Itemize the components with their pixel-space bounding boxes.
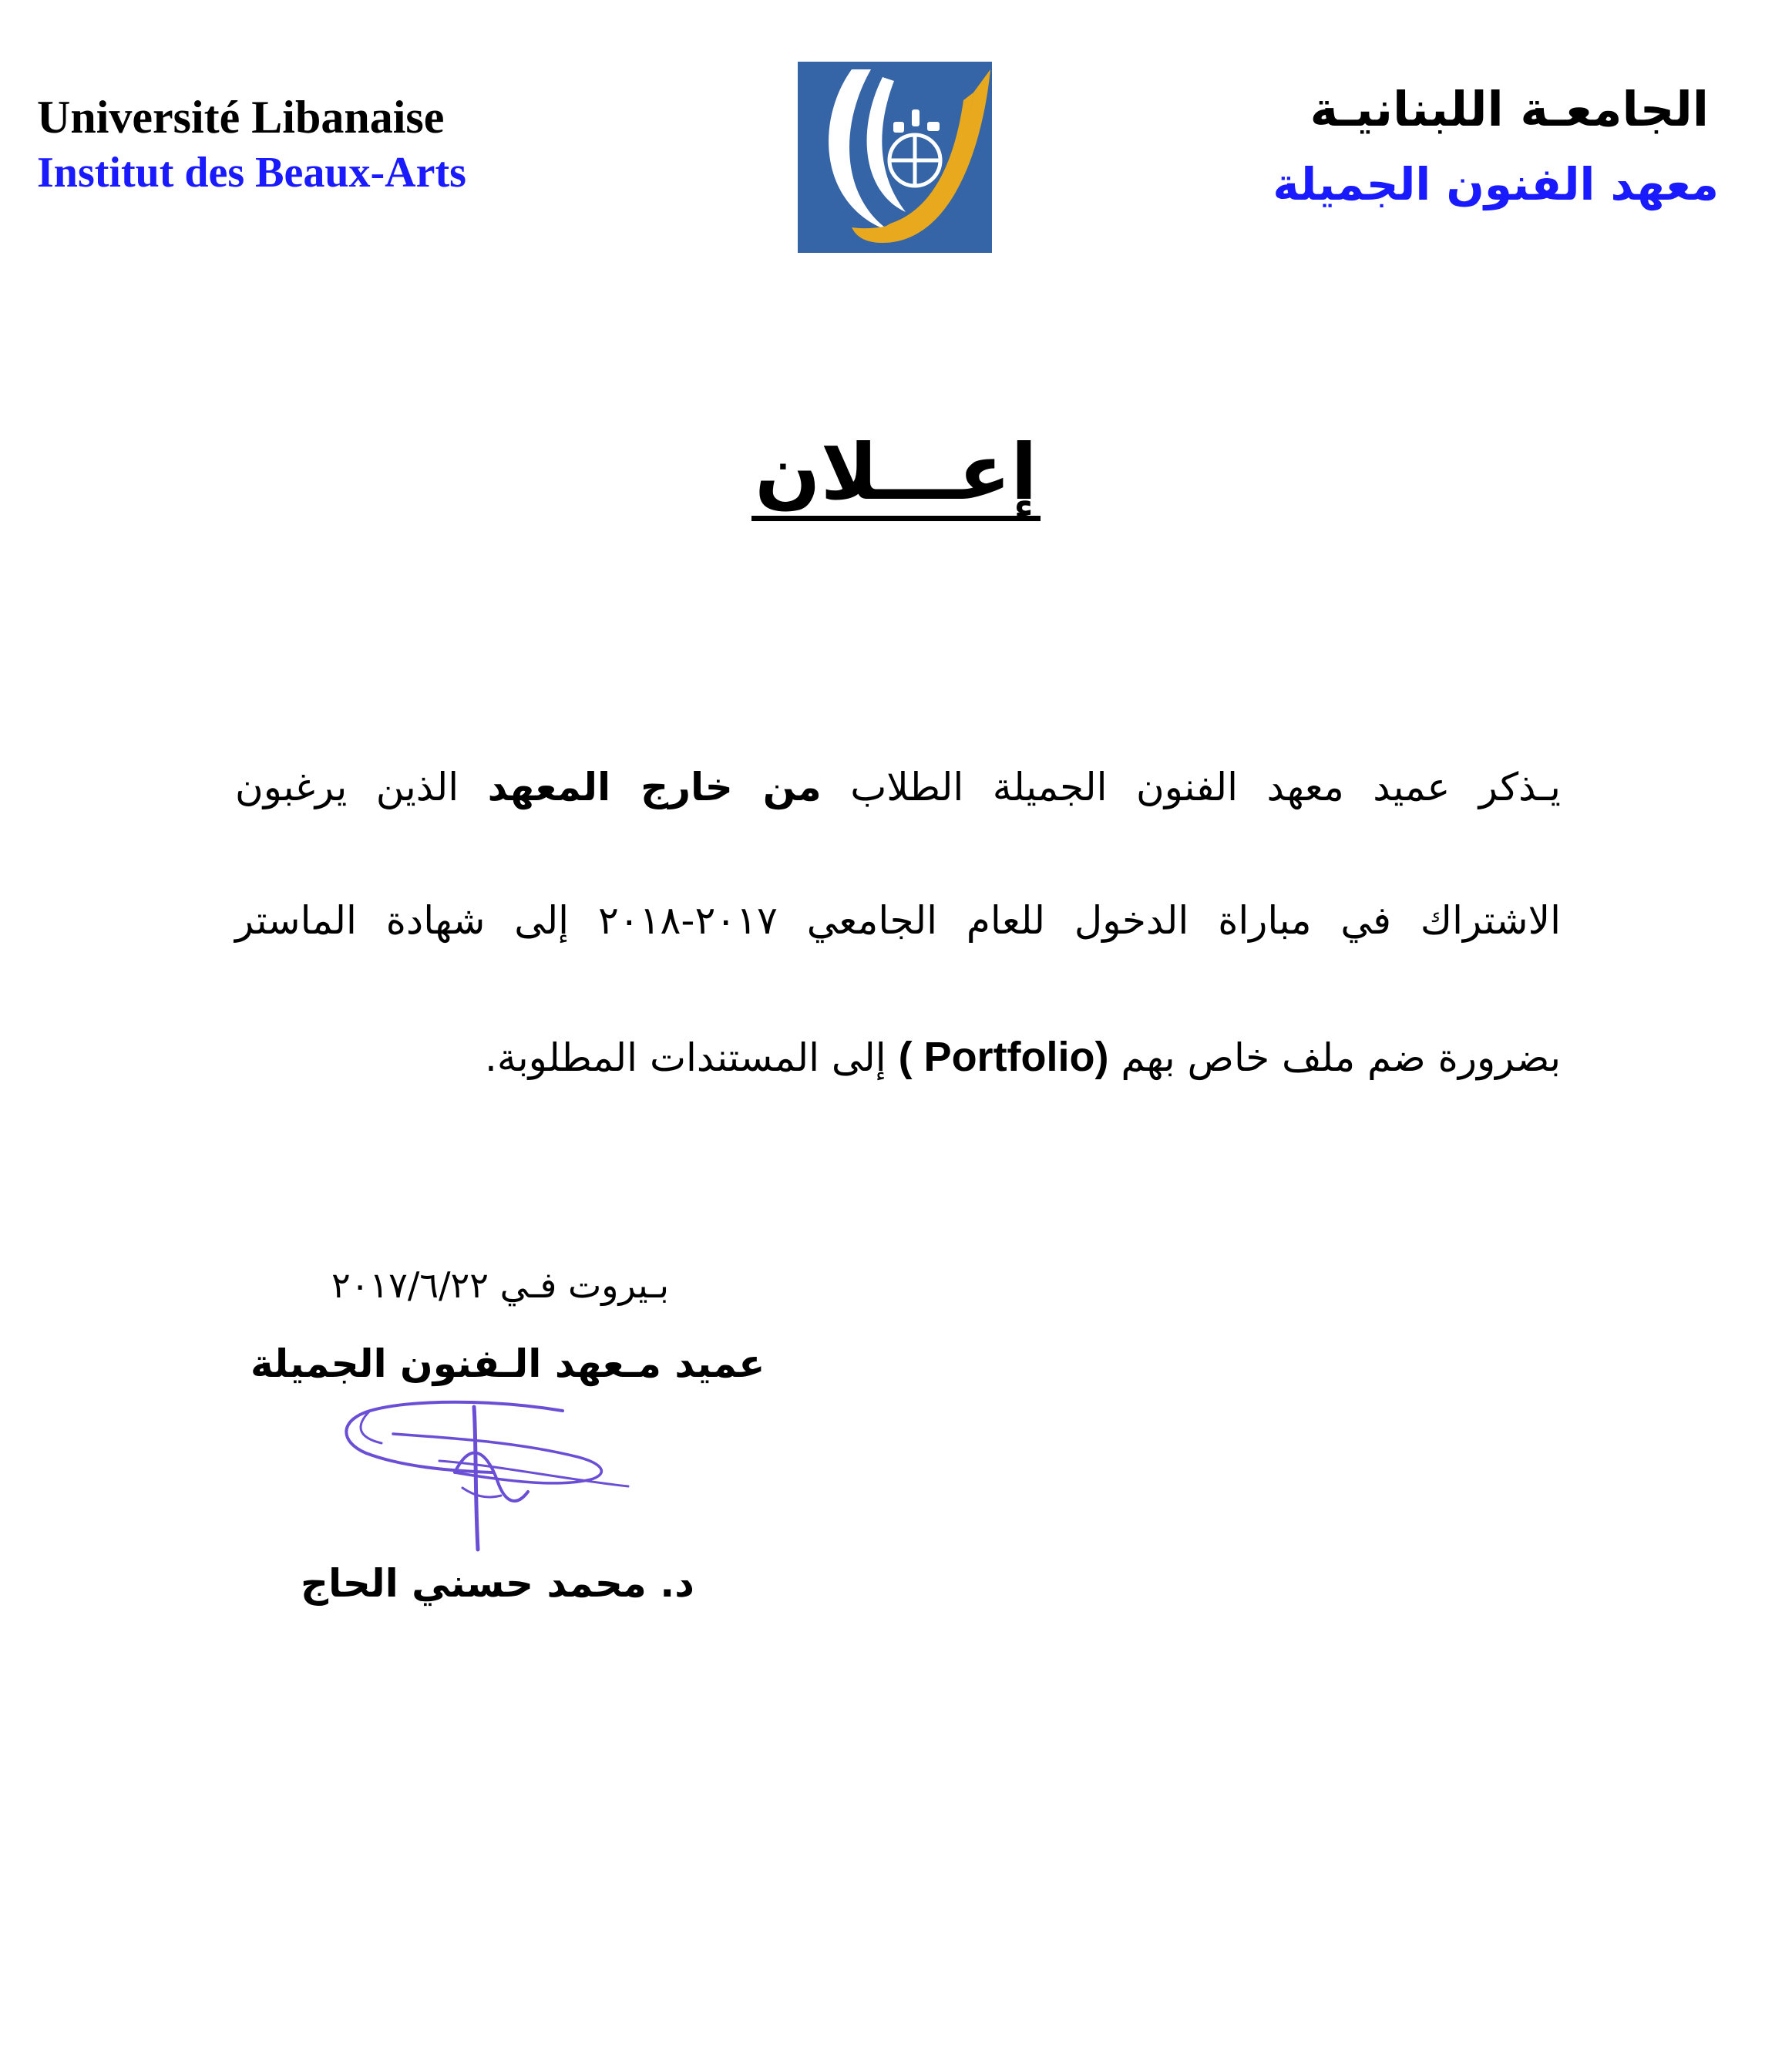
university-logo <box>798 62 992 253</box>
body-line-3-start: بضرورة ضم ملف خاص بهم <box>1121 1035 1561 1080</box>
institute-name-french: Institut des Beaux-Arts <box>37 149 466 197</box>
announcement-title: إعـــلان <box>751 432 1040 521</box>
body-line-1 <box>235 765 1561 809</box>
body-line-3-portfolio: ( Portfolio) <box>898 1034 1109 1080</box>
signature-title: عميد مـعهد الـفنون الجميلة <box>250 1341 765 1386</box>
institute-name-arabic: معهد الفنون الجميلة <box>1273 158 1719 210</box>
signatory-name: د. محمد حسني الحاج <box>301 1561 694 1606</box>
body-line-1-emphasis: من خارج المعهد <box>487 765 822 809</box>
body-line-1-start: يـذكر عميد معهد الفنون الجميلة الطلاب <box>850 765 1561 809</box>
body-line-3-end: إلى المستندات المطلوبة. <box>485 1035 886 1080</box>
announcement-title-wrapper <box>0 427 1792 521</box>
university-name-arabic: الجامعـة اللبنانيـة <box>1310 81 1709 137</box>
signature-date: بـيروت فـي ٢٠١٧/٦/٢٢ <box>331 1264 670 1306</box>
handwritten-signature <box>339 1395 640 1557</box>
university-name-french: Université Libanaise <box>37 92 445 143</box>
body-line-3 <box>235 1033 1561 1081</box>
body-line-1-end: الذين يرغبون <box>235 765 459 809</box>
body-line-2: الاشتراك في مباراة الدخول للعام الجامعي ٢٠١٧-٢٠١٨ إلى شهادة الماستر <box>235 898 1561 943</box>
